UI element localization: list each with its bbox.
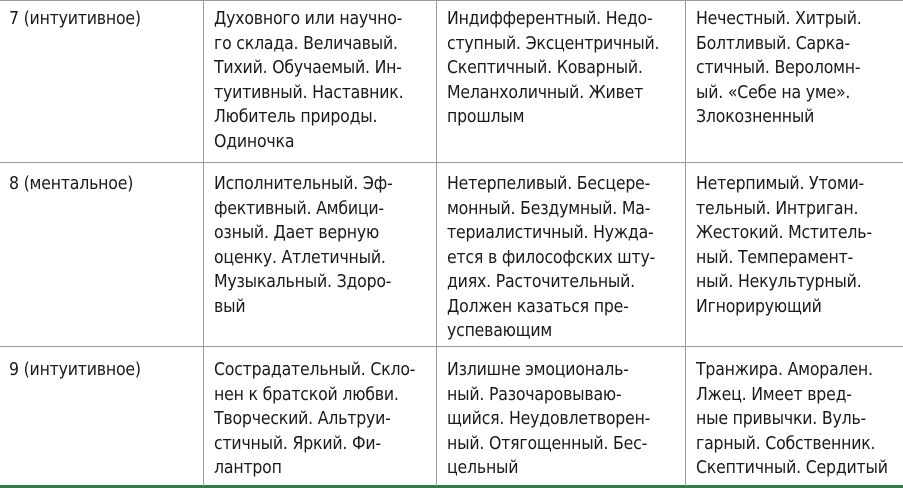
- positive-traits-cell: Сострадательный. Скло- нен к братской любви. Творческий. Альтруи- стичный. Яркий. Фи- лантроп: [214, 360, 416, 478]
- negative-traits-cell: Транжира. Аморален. Лжец. Имеет вред- ные привычки. Вуль- гарный. Собственник. Скептичный. Сердитый: [696, 360, 888, 478]
- row-number-label: 9 (интуитивное): [9, 360, 141, 380]
- table-row: [0, 346, 903, 486]
- positive-traits-cell: Исполнительный. Эф- фективный. Амбици- озный. Дает верную оценку. Атлетичный. Музыкальный. Здоро- вый: [214, 174, 393, 317]
- row-number-label: 8 (ментальное): [9, 174, 134, 194]
- negative-traits-cell: Нетерпимый. Утоми- тельный. Интриган. Жестокий. Мститель- ный. Темперамент- ный. Некультурный. Игнорирующий: [696, 174, 872, 317]
- neutral-traits-cell: Индифферентный. Недо- ступный. Эксцентричный. Скептичный. Коварный. Меланхоличный. Живет прошлым: [447, 9, 660, 127]
- negative-traits-cell: Нечестный. Хитрый. Болтливый. Сарка- стичный. Вероломн- ый. «Себе на уме». Злокозненный: [696, 9, 862, 127]
- table-row: [0, 162, 903, 346]
- row-number-label: 7 (интуитивное): [9, 9, 141, 29]
- table-row: [0, 1, 903, 162]
- neutral-traits-cell: Излишне эмоциональ- ный. Разочаровываю- щийся. Неудовлетворен- ный. Отягощенный. Бес- цельный: [447, 360, 651, 478]
- positive-traits-cell: Духовного или научно- го склада. Величавый. Тихий. Обучаемый. Ин- туитивный. Наставник. Любитель природы. Одиночка: [214, 9, 404, 152]
- neutral-traits-cell: Нетерпеливый. Бесцере- монный. Бездумный. Ма- териалистичный. Нужда- ется в философских шту- диях. Расточительный. Должен казаться пре- успевающим: [447, 174, 656, 341]
